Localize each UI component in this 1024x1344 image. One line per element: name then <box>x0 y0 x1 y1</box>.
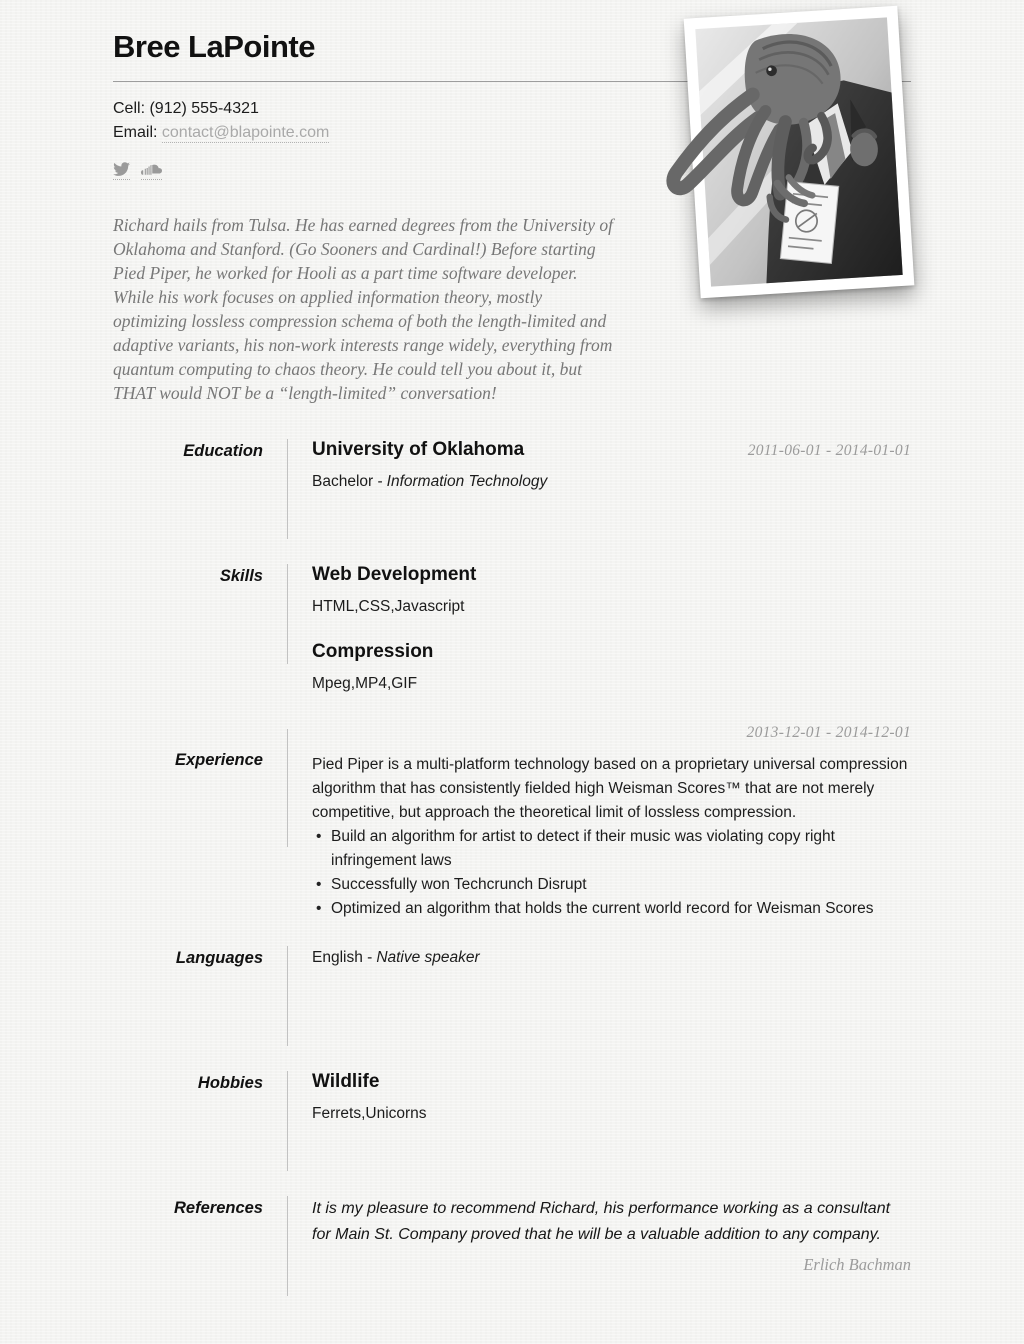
cthulhu-illustration <box>695 17 902 286</box>
skill-title: Web Development <box>312 564 477 585</box>
reference-quote: It is my pleasure to recommend Richard, his performance working as a consultant for Main St. Company proved that he will be a valuable addition to any company. <box>312 1200 891 1243</box>
hobbies-label: Hobbies <box>197 1074 263 1092</box>
skills-label: Skills <box>219 567 263 585</box>
education-label: Education <box>183 442 263 460</box>
experience-label: Experience <box>174 751 263 769</box>
skill-title: Compression <box>312 641 434 662</box>
experience-summary: Pied Piper is a multi-platform technology based on a proprietary universal compression algorithm that has consistently fielded high Weisman Scores™ that are not merely competitive, but approach the theoretical limit of lossless compression. <box>312 756 908 821</box>
email-label: Email: <box>113 124 158 141</box>
hobbies-content <box>312 1071 911 1126</box>
soundcloud-link[interactable] <box>141 163 162 180</box>
degree-line <box>312 470 911 494</box>
languages-content <box>312 946 911 970</box>
reference-author: Erlich Bachman <box>803 1255 911 1274</box>
bio-summary: Richard hails from Tulsa. He has earned degrees from the University of Oklahoma and Stanford. (Go Sooners and Cardinal!) Before starting Pied Piper, he worked for Hooli as a part time software developer. While his work focuses on applied information theory, mostly optimizing lossless compression schema of both the length-limited and adaptive variants, his non-work interests range widely, everything from quantum computing to chaos theory. He could tell you about it, but THAT would NOT be a “length-limited” conversation! <box>113 215 613 403</box>
references-label: References <box>174 1199 263 1217</box>
experience-bullet: • Successfully won Techcrunch Disrupt <box>312 873 911 897</box>
resume-sections <box>113 439 911 1296</box>
skills-content <box>312 564 911 696</box>
hobby-title: Wildlife <box>312 1071 380 1092</box>
languages-label: Languages <box>175 949 263 967</box>
soundcloud-icon <box>141 163 162 176</box>
email-link[interactable]: contact@blapointe.com <box>161 124 330 141</box>
experience-bullet: • Build an algorithm for artist to detect if their music was violating copy right infringement laws <box>312 825 911 873</box>
experience-dates: 2013-12-01 - 2014-12-01 <box>746 724 911 741</box>
school-name: University of Oklahoma <box>312 439 525 460</box>
twitter-link[interactable] <box>113 162 130 180</box>
section-languages <box>113 946 911 1046</box>
skill-details: Mpeg,MP4,GIF <box>312 675 418 692</box>
cell-label: Cell: <box>113 100 146 117</box>
degree-name: Bachelor - <box>312 473 383 490</box>
experience-content <box>312 721 911 921</box>
cell-number: (912) 555-4321 <box>149 100 259 117</box>
section-experience <box>113 721 911 921</box>
section-references <box>113 1196 911 1296</box>
section-divider <box>287 946 288 1046</box>
skill-details: HTML,CSS,Javascript <box>312 598 465 615</box>
section-skills <box>113 564 911 696</box>
skill-item <box>312 641 911 696</box>
skill-item <box>312 564 911 619</box>
section-divider <box>287 564 288 664</box>
experience-bullet: • Optimized an algorithm that holds the current world record for Weisman Scores <box>312 897 911 921</box>
section-hobbies <box>113 1071 911 1171</box>
education-content <box>312 439 911 494</box>
profile-photo <box>684 6 915 299</box>
education-dates: 2011-06-01 - 2014-01-01 <box>747 442 911 459</box>
language-level: Native speaker <box>376 949 480 966</box>
section-divider <box>287 1196 288 1296</box>
section-divider <box>287 1071 288 1171</box>
degree-field: Information Technology <box>386 473 548 490</box>
twitter-icon <box>113 162 130 176</box>
section-divider <box>287 439 288 539</box>
page-title: Bree LaPointe <box>113 29 315 64</box>
language-name: English - <box>312 949 373 966</box>
section-education <box>113 439 911 539</box>
experience-bullet-list <box>312 825 911 921</box>
references-content <box>312 1196 911 1277</box>
section-divider <box>287 729 288 847</box>
hobby-details: Ferrets,Unicorns <box>312 1105 427 1122</box>
